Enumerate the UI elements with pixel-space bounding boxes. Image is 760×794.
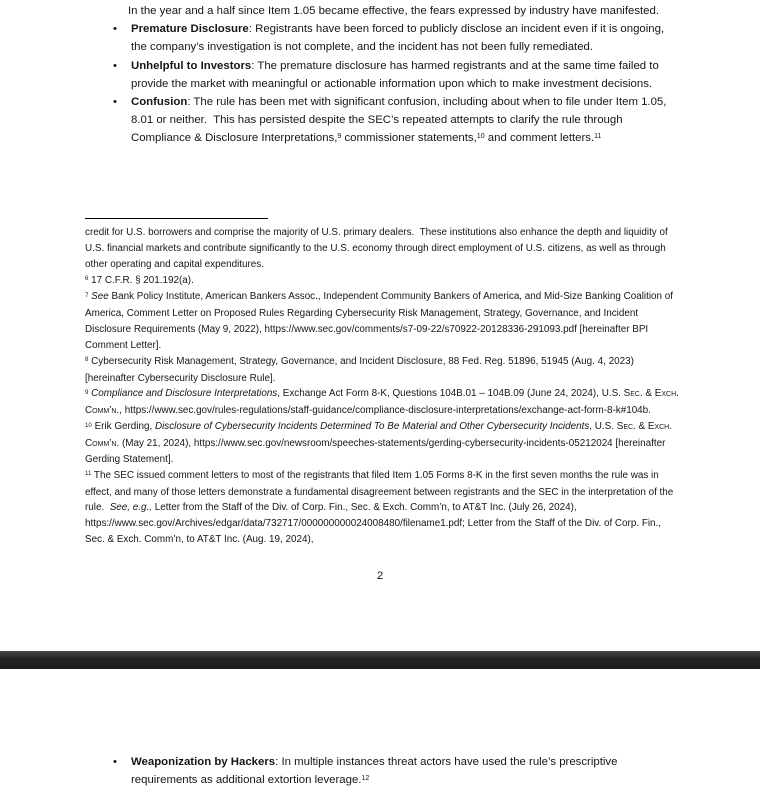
- footnote-section: [85, 218, 682, 548]
- bullet-item-premature-disclosure: [113, 20, 677, 56]
- footnote-6: $^6$ 17 C.F.R. § 201.192(a).: [85, 274, 194, 286]
- bullet-marker-icon: •: [113, 96, 117, 109]
- bullet-item-unhelpful-to-investors: [113, 57, 677, 93]
- page-number: 2: [376, 570, 384, 582]
- bullet-text: Premature Disclosure: Registrants have been forced to publicly disclose an incident even if it is ongoing, the company’s investigation is not complete, and the incident has not been fully remediated.: [131, 23, 668, 54]
- footnote-9: $^9$ Compliance and Disclosure Interpretations, Exchange Act Form 8-K, Questions 104B.01 – 104B.09 (June 24, 2024), U.S. Sec. & Exch. Comm’n., https://www.sec.gov/rules-regulations/staff-guidance/compliance-disclosure-interpretations/exchange-act-form-8-k#104b.: [85, 388, 682, 417]
- bullet-marker-icon: •: [113, 59, 117, 72]
- bullet-text: Unhelpful to Investors: The premature disclosure has harmed registrants and at the same time failed to provide the market with meaningful or actionable information upon which to make investment decisions.: [131, 59, 662, 90]
- page-separator: [0, 651, 760, 669]
- bullet-text: Weaponization by Hackers: In multiple instances threat actors have used the rule’s prescriptive requirements as additional extortion leverage.$^{12}$: [131, 756, 621, 787]
- bullet-marker-icon: •: [113, 756, 117, 768]
- footnote-10: $^{10}$ Erik Gerding, Disclosure of Cybersecurity Incidents Determined To Be Material and Other Cybersecurity Incidents, U.S. Sec. & Exch. Comm’n. (May 21, 2024), https://www.sec.gov/newsroom/speeches-statements/gerding-cybersecurity-incidents-05212024 [hereinafter Gerding Statement].: [85, 421, 675, 465]
- bullet-marker-icon: •: [113, 23, 117, 36]
- footnote-8: $^8$ Cybersecurity Risk Management, Strategy, Governance, and Incident Disclosure, 88 Fed. Reg. 51896, 51945 (Aug. 4, 2023) [hereinafter Cybersecurity Disclosure Rule].: [85, 355, 637, 384]
- page-2-body: [85, 2, 677, 150]
- bullet-item-confusion: [113, 93, 677, 150]
- intro-paragraph: In the year and a half since Item 1.05 became effective, the fears expressed by industry have manifested.: [128, 5, 660, 17]
- footnote-7: $^7$ See Bank Policy Institute, American Bankers Assoc., Independent Community Bankers of America, and Mid-Size Banking Coalition of America, Comment Letter on Proposed Rules Regarding Cybersecurity Risk Management, Strategy, Governance, and Incident Disclosure Requirements (May 9, 2022), https://www.sec.gov/comments/s7-09-22/s70922-20128336-291093.pdf [hereinafter BPI Comment Letter].: [85, 291, 676, 351]
- bullet-text: Confusion: The rule has been met with significant confusion, including about when to file under Item 1.05, 8.01 or neither. This has persisted despite the SEC’s repeated attempts to clarify the rule through Compliance & Disclosure Interpretations,$^9$ commissioner statements,$^{10}$ and comment letters.$^{11}$: [131, 96, 670, 145]
- footnote-separator: [85, 218, 268, 219]
- bullet-item-weaponization-by-hackers: [113, 753, 677, 792]
- page-3-body: [85, 753, 677, 792]
- footnote-5-continuation: credit for U.S. borrowers and comprise the majority of U.S. primary dealers. These institutions also enhance the depth and liquidity of U.S. financial markets and contribute significantly to the U.S. economy through direct employment of U.S. citizens, as well as through other operating and capital expenditures.: [85, 227, 671, 270]
- footnote-11: $^{11}$ The SEC issued comment letters to most of the registrants that filed Item 1.05 Forms 8-K in the first seven months the rule was in effect, and many of those letters demonstrate a fundamental disagreement between registrants and the SEC in the interpretation of the rule. See, e.g., Letter from the Staff of the Div. of Corp. Fin., Sec. & Exch. Comm’n, to AT&T Inc. (July 26, 2024), https://www.sec.gov/Archives/edgar/data/732717/000000000024008480/filename1.pdf; Letter from the Staff of the Div. of Corp. Fin., Sec. & Exch. Comm’n, to AT&T Inc. (Aug. 19, 2024),: [85, 469, 677, 546]
